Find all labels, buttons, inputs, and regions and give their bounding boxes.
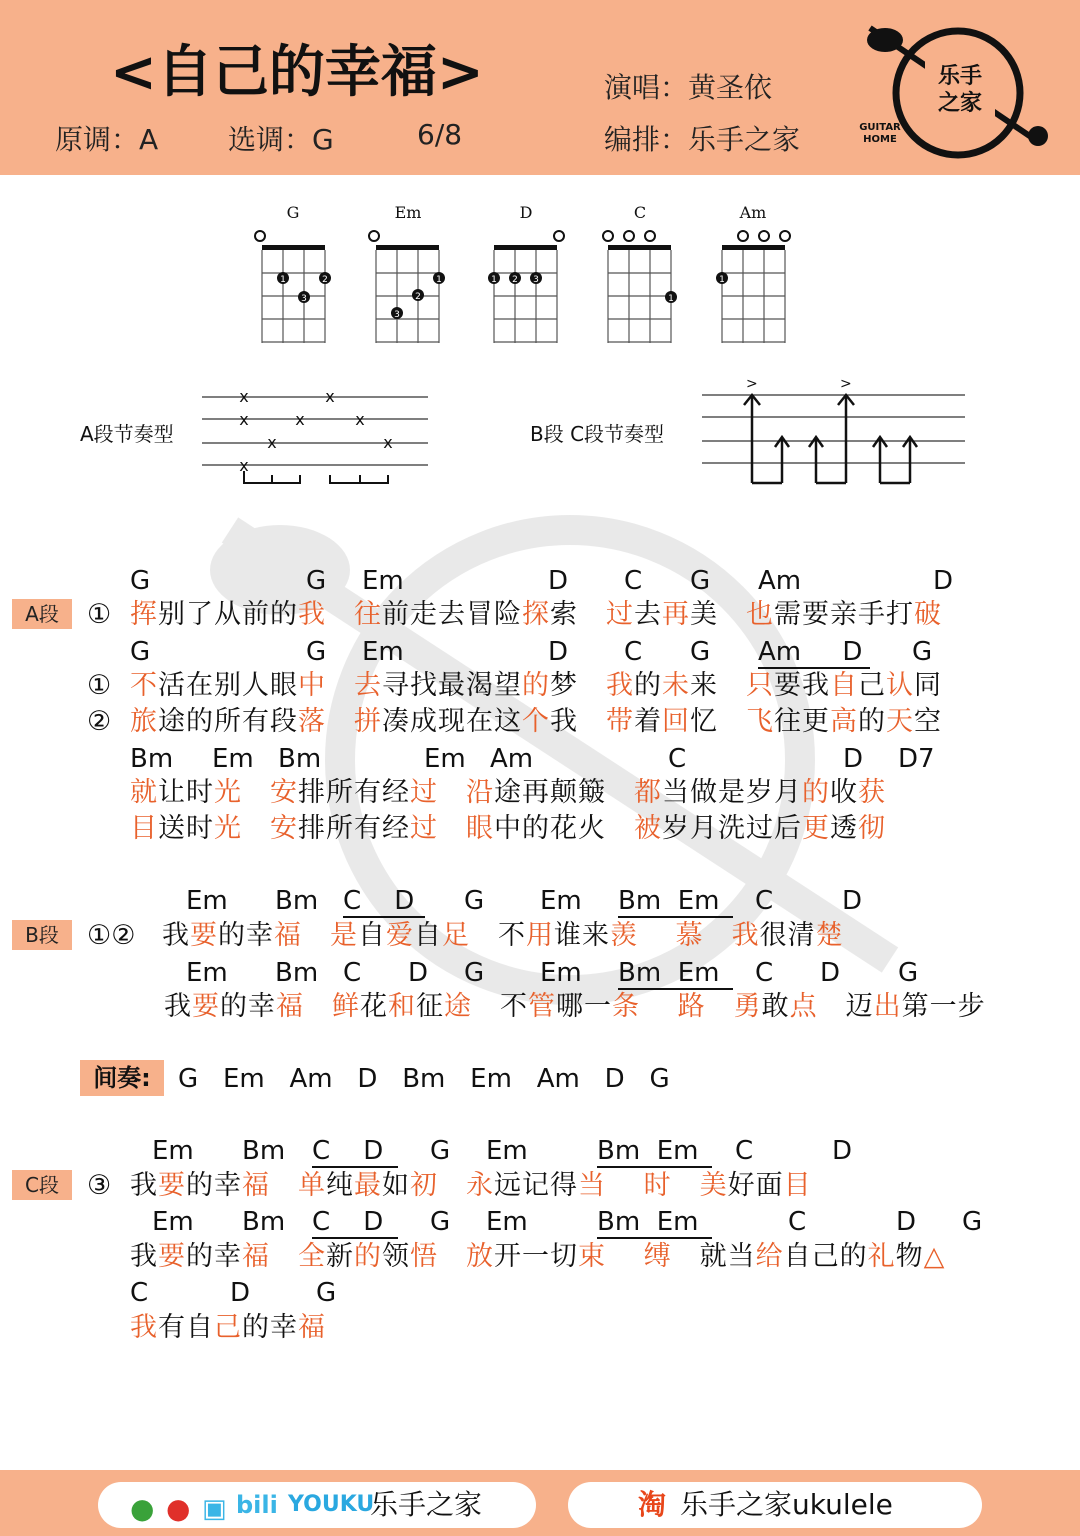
chord-row: G — [130, 566, 151, 596]
rhythm-a-label: A段节奏型 — [80, 422, 174, 446]
chord-row: Bm — [275, 886, 319, 916]
chord-row: Bm — [275, 958, 319, 988]
chord-row: C D — [312, 1136, 398, 1168]
lyric-line: 旅途的所有段落 拼凑成现在这个我 带着回忆 飞往更高的天空 — [130, 706, 942, 737]
chord-row: Em — [540, 886, 582, 916]
svg-text:x: x — [267, 433, 277, 452]
svg-text:x: x — [325, 387, 335, 406]
chord-row: C — [755, 958, 774, 988]
chord-row: G — [898, 958, 919, 988]
taobao-pill[interactable] — [568, 1482, 982, 1528]
chord-row: Em — [362, 637, 404, 667]
youku-logo[interactable]: YOUKU — [288, 1492, 375, 1517]
section-a-label: A段 — [12, 599, 72, 629]
chord-row: G — [912, 637, 933, 667]
chord-row: G — [316, 1278, 337, 1308]
chord-row: Am D — [758, 637, 870, 669]
chord-row: D — [548, 637, 569, 667]
chord-row: C — [130, 1278, 149, 1308]
chord-row: G — [306, 637, 327, 667]
chord-row: Em — [152, 1207, 194, 1237]
verse-marker: ② — [87, 706, 112, 737]
section-b-label: B段 — [12, 920, 72, 950]
chord-row: D — [820, 958, 841, 988]
chord-row: Bm — [242, 1207, 286, 1237]
svg-text:1: 1 — [668, 294, 674, 304]
section-c-label: C段 — [12, 1170, 72, 1200]
chord-row: D — [933, 566, 954, 596]
verse-marker: ③ — [87, 1170, 112, 1201]
wechat-icon[interactable]: ● — [130, 1492, 155, 1525]
chord-row: Em — [186, 886, 228, 916]
chord-row: C — [788, 1207, 807, 1237]
svg-text:>: > — [840, 376, 852, 392]
original-key: 原调：A — [55, 123, 159, 156]
svg-text:x: x — [355, 410, 365, 429]
chord-row: C D — [343, 886, 425, 918]
footer-brand-right: 乐手之家ukulele — [680, 1488, 893, 1521]
taobao-icon[interactable]: 淘 — [638, 1488, 667, 1521]
interlude-chords: G Em Am D Bm Em Am D G — [178, 1064, 670, 1094]
svg-text:1: 1 — [280, 275, 286, 285]
chord-row: Em — [486, 1207, 528, 1237]
chord-row: D7 — [898, 744, 935, 774]
chord-row: Bm Em — [597, 1207, 712, 1239]
lyric-line: 我要的幸福 鲜花和征途 不管哪一条 路 勇敢点 迈出第一步 — [164, 991, 986, 1022]
svg-text:x: x — [239, 387, 249, 406]
chord-row: Bm — [278, 744, 322, 774]
svg-text:之家: 之家 — [937, 91, 983, 116]
svg-text:>: > — [746, 376, 758, 392]
chord-name-em: Em — [394, 203, 422, 222]
svg-text:GUITAR: GUITAR — [859, 122, 901, 133]
rhythm-bc-pattern — [700, 375, 970, 490]
svg-text:2: 2 — [415, 292, 421, 302]
svg-text:3: 3 — [394, 310, 400, 320]
chord-row: D — [408, 958, 429, 988]
rhythm-a-pattern — [200, 385, 430, 490]
chord-row: G — [464, 886, 485, 916]
chord-row: C — [624, 637, 643, 667]
arranger: 编排：乐手之家 — [604, 123, 801, 156]
chord-name-g: G — [286, 203, 300, 222]
verse-marker: ① — [87, 670, 112, 701]
chord-row: Bm — [242, 1136, 286, 1166]
song-title: <自己的幸福> — [110, 40, 484, 105]
chord-row: G — [430, 1136, 451, 1166]
chord-row: C — [343, 958, 362, 988]
chord-row: Am — [490, 744, 534, 774]
chord-row: D — [896, 1207, 917, 1237]
lyric-line: 我有自己的幸福 — [130, 1312, 326, 1343]
chord-row: Bm Em — [618, 886, 733, 918]
svg-text:x: x — [383, 433, 393, 452]
chord-row: C — [624, 566, 643, 596]
lyric-line: 我要的幸福 全新的领悟 放开一切束 缚 就当给自己的礼物△ — [130, 1241, 946, 1272]
bilibili-tv-icon[interactable]: ▣ — [202, 1494, 227, 1524]
chord-name-d: D — [519, 203, 533, 222]
lyric-line: 目送时光 安排所有经过 眼中的花火 被岁月洗过后更透彻 — [130, 813, 886, 844]
chord-row: C — [668, 744, 687, 774]
svg-text:x: x — [239, 456, 249, 475]
chord-row: G — [306, 566, 327, 596]
lyric-line: 就让时光 安排所有经过 沿途再颠簸 都当做是岁月的收获 — [130, 777, 886, 808]
svg-text:1: 1 — [436, 275, 442, 285]
chord-row: Bm — [130, 744, 174, 774]
bilibili-logo[interactable]: bili — [236, 1491, 278, 1519]
verse-marker: ①② — [87, 920, 136, 951]
chord-row: Em — [186, 958, 228, 988]
chord-row: Bm Em — [597, 1136, 712, 1168]
chord-row: C — [755, 886, 774, 916]
rhythm-bc-label: B段 C段节奏型 — [530, 422, 665, 446]
verse-marker: ① — [87, 599, 112, 630]
chord-row: G — [130, 637, 151, 667]
svg-text:HOME: HOME — [863, 134, 897, 145]
svg-text:3: 3 — [301, 294, 307, 304]
svg-text:2: 2 — [322, 275, 328, 285]
chord-row: C — [735, 1136, 754, 1166]
chord-row: D — [832, 1136, 853, 1166]
footer-brand-left: 乐手之家 — [370, 1488, 483, 1521]
chord-row: G — [962, 1207, 983, 1237]
chord-row: D — [842, 886, 863, 916]
chord-row: G — [690, 566, 711, 596]
interlude-label: 间奏: — [80, 1060, 164, 1096]
chord-name-c: C — [633, 203, 647, 222]
chord-row: Em — [486, 1136, 528, 1166]
lyric-line: 我要的幸福 单纯最如初 永远记得当 时 美好面目 — [130, 1170, 812, 1201]
svg-text:x: x — [295, 410, 305, 429]
singer: 演唱：黄圣依 — [604, 71, 773, 104]
chord-row: D — [548, 566, 569, 596]
chosen-key: 选调：G — [228, 123, 334, 156]
chord-row: Em — [212, 744, 254, 774]
lyric-line: 不活在别人眼中 去寻找最渴望的梦 我的未来 只要我自己认同 — [130, 670, 942, 701]
chord-row: C D — [312, 1207, 398, 1239]
chord-row: G — [464, 958, 485, 988]
chord-row: Em — [424, 744, 466, 774]
chord-row: Em — [152, 1136, 194, 1166]
chord-row: Am — [758, 566, 802, 596]
svg-text:1: 1 — [719, 275, 725, 285]
guitar-home-logo — [850, 18, 1050, 168]
chord-row: G — [690, 637, 711, 667]
svg-text:2: 2 — [512, 275, 518, 285]
time-signature: 6/8 — [417, 118, 463, 151]
lyric-line: 挥别了从前的我 往前走去冒险探索 过去再美 也需要亲手打破 — [130, 599, 942, 630]
svg-text:1: 1 — [491, 275, 497, 285]
header-band — [0, 0, 1080, 175]
social-pill[interactable] — [98, 1482, 536, 1528]
chord-row: Em — [540, 958, 582, 988]
chord-row: D — [843, 744, 864, 774]
chord-row: D — [230, 1278, 251, 1308]
chord-name-am: Am — [739, 203, 767, 222]
svg-text:乐手: 乐手 — [937, 64, 983, 89]
chord-row: Em — [362, 566, 404, 596]
weibo-icon[interactable]: ● — [166, 1492, 191, 1525]
lyric-line: 我要的幸福 是自爱自足 不用谁来羡 慕 我很清楚 — [162, 920, 844, 951]
chord-row: G — [430, 1207, 451, 1237]
chord-grids — [240, 225, 820, 350]
svg-text:x: x — [239, 410, 249, 429]
chord-row: Bm Em — [618, 958, 733, 990]
svg-text:3: 3 — [533, 275, 539, 285]
